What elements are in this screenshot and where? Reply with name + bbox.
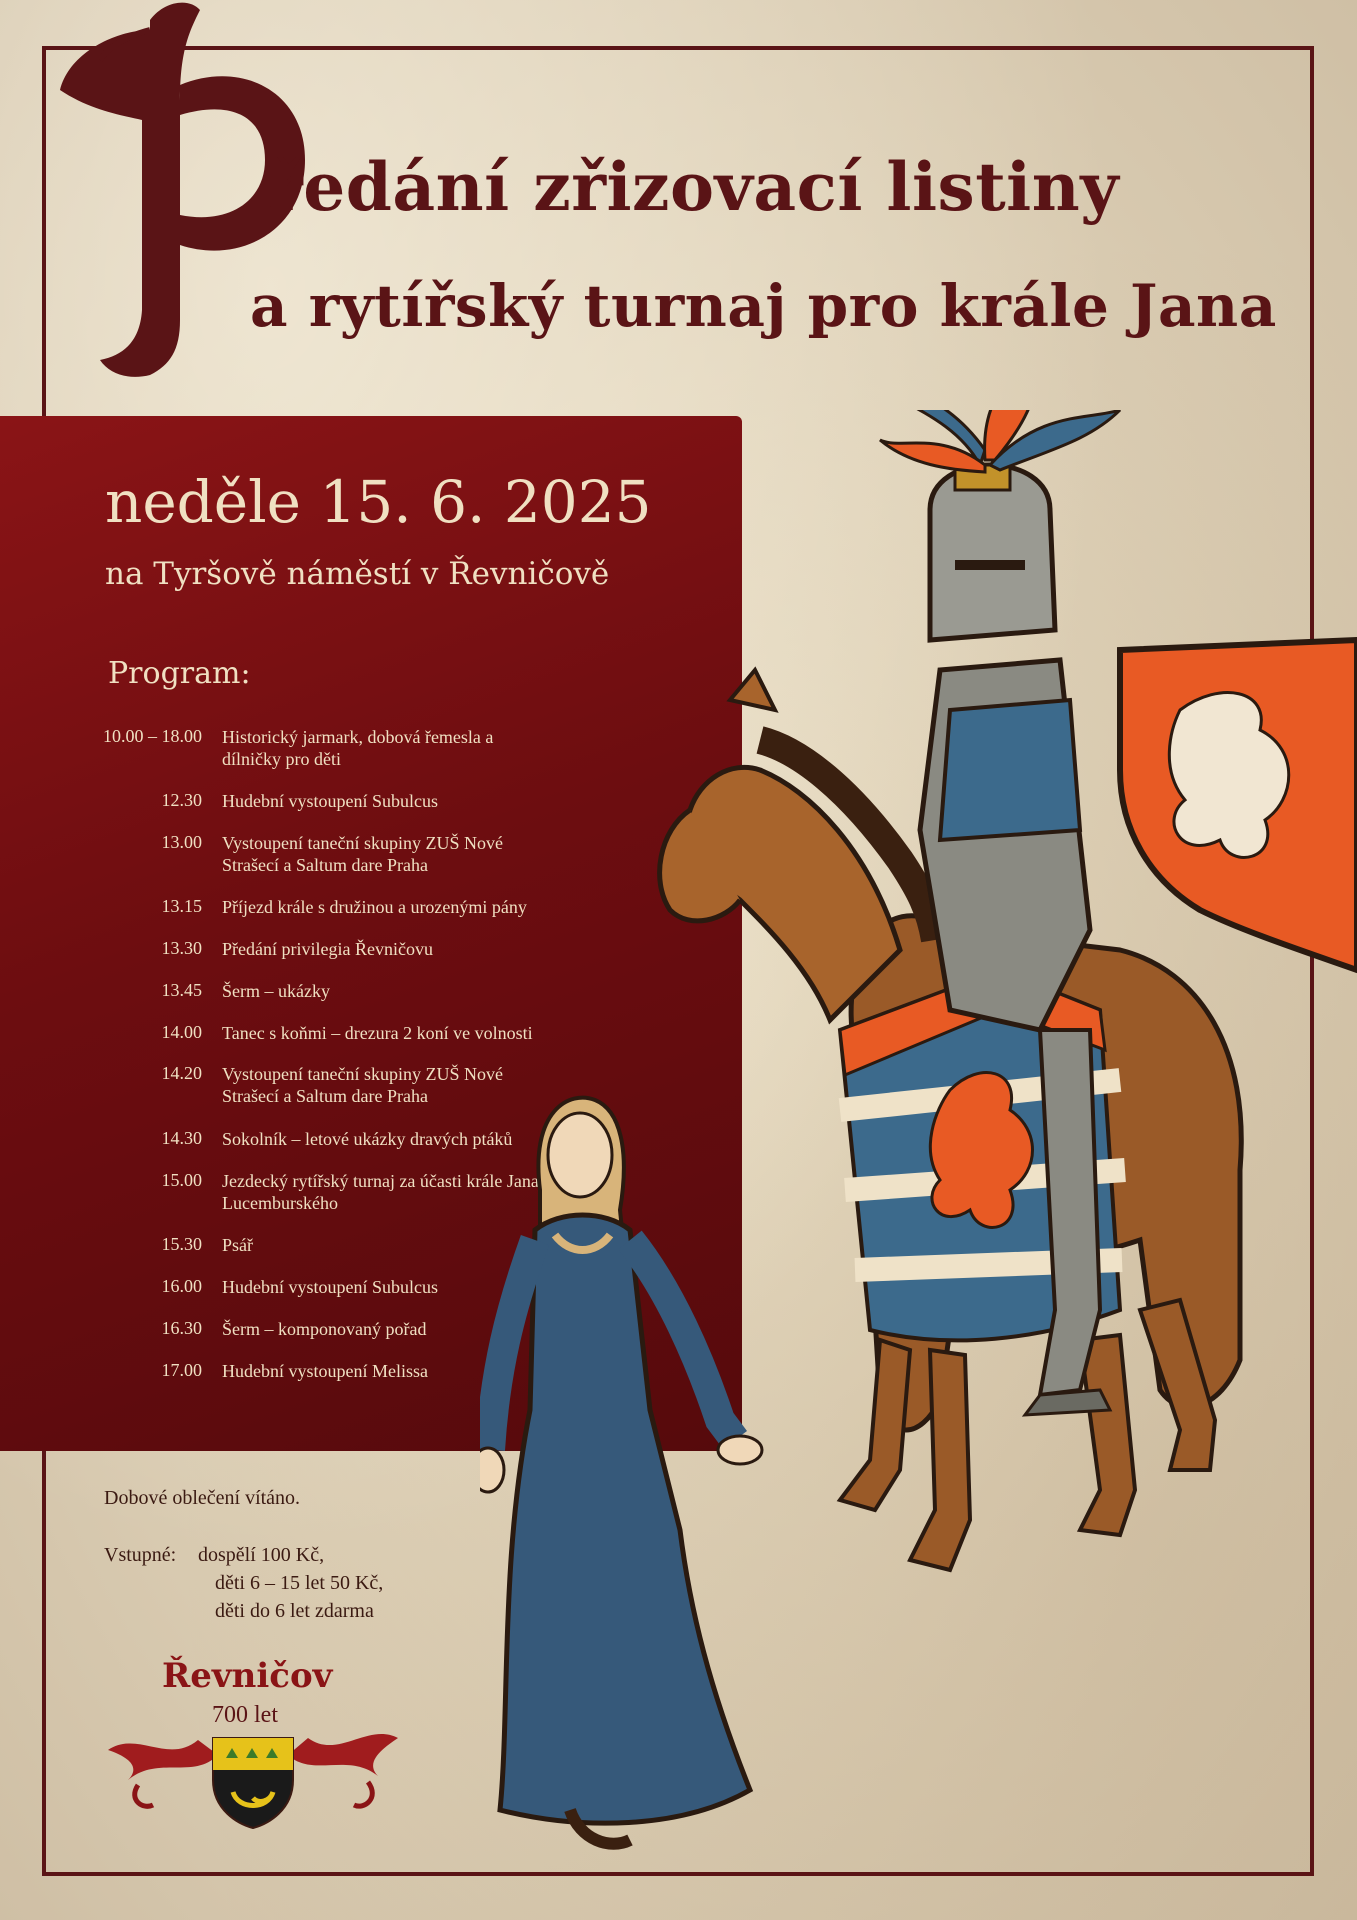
program-text: Sokolník – letové ukázky dravých ptáků — [222, 1129, 513, 1149]
program-text: Příjezd krále s družinou a urozenými pány — [222, 897, 527, 917]
admission-free: děti do 6 let zdarma — [215, 1600, 374, 1622]
admission-label: Vstupné: — [104, 1544, 177, 1566]
program-text: Vystoupení taneční skupiny ZUŠ Nové Strašecí a Saltum dare Praha — [222, 833, 503, 875]
program-time: 13.15 — [161, 896, 202, 916]
costume-note: Dobové oblečení vítáno. — [104, 1487, 301, 1509]
program-text: Historický jarmark, dobová řemesla a dílničky pro děti — [222, 727, 494, 769]
title-line-1: ředání zřizovací listiny — [268, 148, 1120, 226]
program-text: Psář — [222, 1235, 253, 1255]
knight-and-lady-illustration — [480, 410, 1357, 1880]
program-time: 14.20 — [161, 1063, 202, 1083]
program-time: 13.00 — [161, 832, 202, 852]
program-time: 13.45 — [161, 980, 202, 1000]
admission-adults: dospělí 100 Kč, — [198, 1544, 325, 1566]
admission-children: děti 6 – 15 let 50 Kč, — [215, 1572, 384, 1594]
event-place: na Tyršově náměstí v Řevničově — [105, 556, 610, 592]
program-time: 17.00 — [161, 1360, 202, 1380]
program-text: Předání privilegia Řevničovu — [222, 939, 433, 959]
program-time: 16.30 — [161, 1318, 202, 1338]
program-heading: Program: — [108, 656, 251, 691]
program-time: 12.30 — [161, 790, 202, 810]
program-time: 14.00 — [161, 1022, 202, 1042]
program-text: Šerm – ukázky — [222, 981, 330, 1001]
program-text: Hudební vystoupení Subulcus — [222, 1277, 438, 1297]
program-text: Vystoupení taneční skupiny ZUŠ Nové Strašecí a Saltum dare Praha — [222, 1064, 503, 1106]
program-time: 13.30 — [161, 938, 202, 958]
program-time: 15.30 — [161, 1234, 202, 1254]
program-time: 16.00 — [161, 1276, 202, 1296]
program-text: Hudební vystoupení Subulcus — [222, 791, 438, 811]
program-time: 15.00 — [161, 1170, 202, 1190]
town-coat-of-arms-logo — [98, 1710, 408, 1830]
title-line-2: a rytířský turnaj pro krále Jana — [250, 272, 1277, 340]
logo-anniversary: 700 let — [212, 1702, 278, 1728]
program-time: 14.30 — [161, 1128, 202, 1148]
program-text: Hudební vystoupení Melissa — [222, 1361, 428, 1381]
logo-town-name: Řevničov — [162, 1656, 333, 1696]
program-text: Šerm – komponovaný pořad — [222, 1319, 427, 1339]
program-text: Tanec s koňmi – drezura 2 koní ve volnosti — [222, 1023, 533, 1043]
program-time: 10.00 – 18.00 — [103, 726, 202, 746]
program-text: Jezdecký rytířský turnaj za účasti krále Jana Lucemburského — [222, 1171, 539, 1213]
event-date: neděle 15. 6. 2025 — [105, 468, 652, 536]
